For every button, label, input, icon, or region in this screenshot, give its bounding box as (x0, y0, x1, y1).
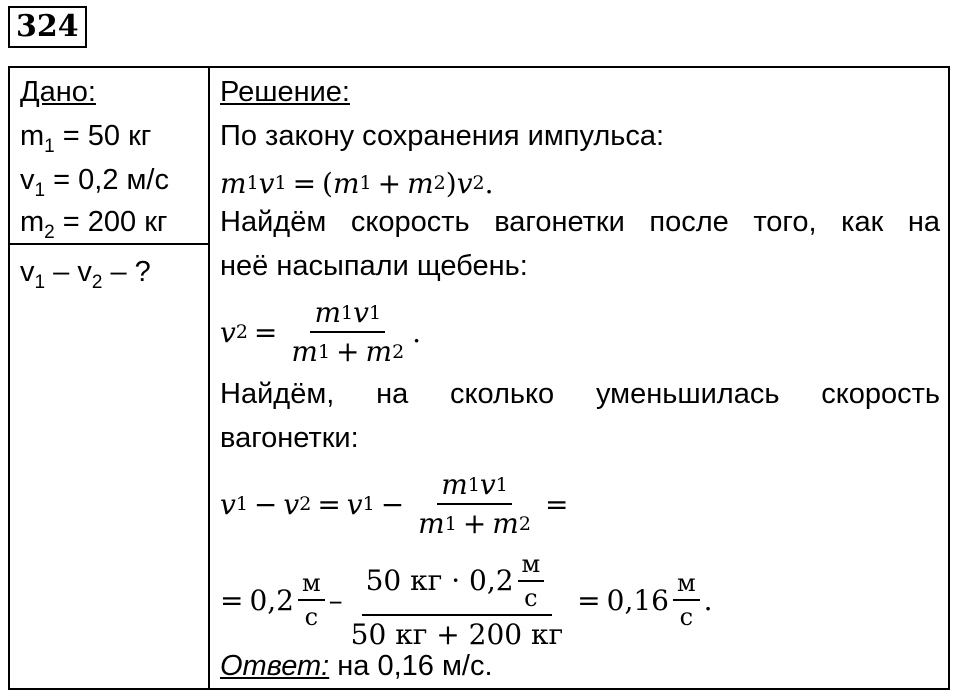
fraction-v2: m 1 v 1 m 1 + m 2 (291, 296, 405, 368)
fraction-numeric: 50 кг · 0,2 $\frac{м}{с}$ 50 кг + 200 кг (350, 549, 564, 651)
unit-fraction-ms-3: $\frac{м}{с}$ (673, 569, 700, 631)
given-divider (10, 243, 208, 245)
fraction-difference: m 1 v 1 m 1 + m 2 (418, 468, 531, 540)
solution-heading: Решение: (220, 76, 350, 108)
given-column (10, 68, 210, 688)
given-heading: Дано: (20, 76, 96, 108)
unit-fraction-ms-1: $\frac{м}{с}$ (298, 569, 325, 631)
given-mass-2: $m_2 = 200$ кг (20, 206, 168, 243)
solution-line-cart: вагонетки: (220, 422, 359, 454)
equation-numeric: = 0,2 $\frac{м}{с}$ – 50 кг · 0,2 $\frac{м}{с}$ 50 кг + 200 кг = 0,16 $\frac{м}{с}$ . (220, 549, 713, 651)
find-quantity: $v_1 - v_2$ – ? (20, 256, 151, 293)
solution-line-find-speed: Найдём скорость вагонетки после того, как на (220, 206, 940, 238)
solution-line-gravel: неё насыпали щебень: (220, 250, 528, 282)
answer-text: на 0,16 м/с. (329, 650, 493, 682)
answer-line (220, 650, 493, 683)
solution-line-decrease: Найдём, на сколько уменьшилась скорость (220, 378, 940, 410)
equation-difference: v 1 − v 2 = v 1 − m 1 v 1 m 1 + m 2 = (220, 468, 569, 540)
answer-label: Ответ: (220, 650, 330, 682)
unit-fraction-ms-2: $\frac{м}{с}$ (518, 550, 545, 612)
equation-momentum: m 1 v 1 = ( m 1 + m 2 ) v 2 . (220, 166, 494, 200)
solution-table (8, 66, 950, 690)
solution-column (210, 68, 950, 688)
given-mass-1: $m_1 = 50$ кг (20, 120, 152, 157)
given-velocity-1: $v_1 = 0,2$ м/с (20, 164, 169, 201)
solution-line-momentum: По закону сохранения импульса: (220, 120, 665, 152)
equation-final-velocity: v 2 = m 1 v 1 m 1 + m 2 . (220, 296, 422, 368)
problem-number: 324 (8, 6, 87, 48)
